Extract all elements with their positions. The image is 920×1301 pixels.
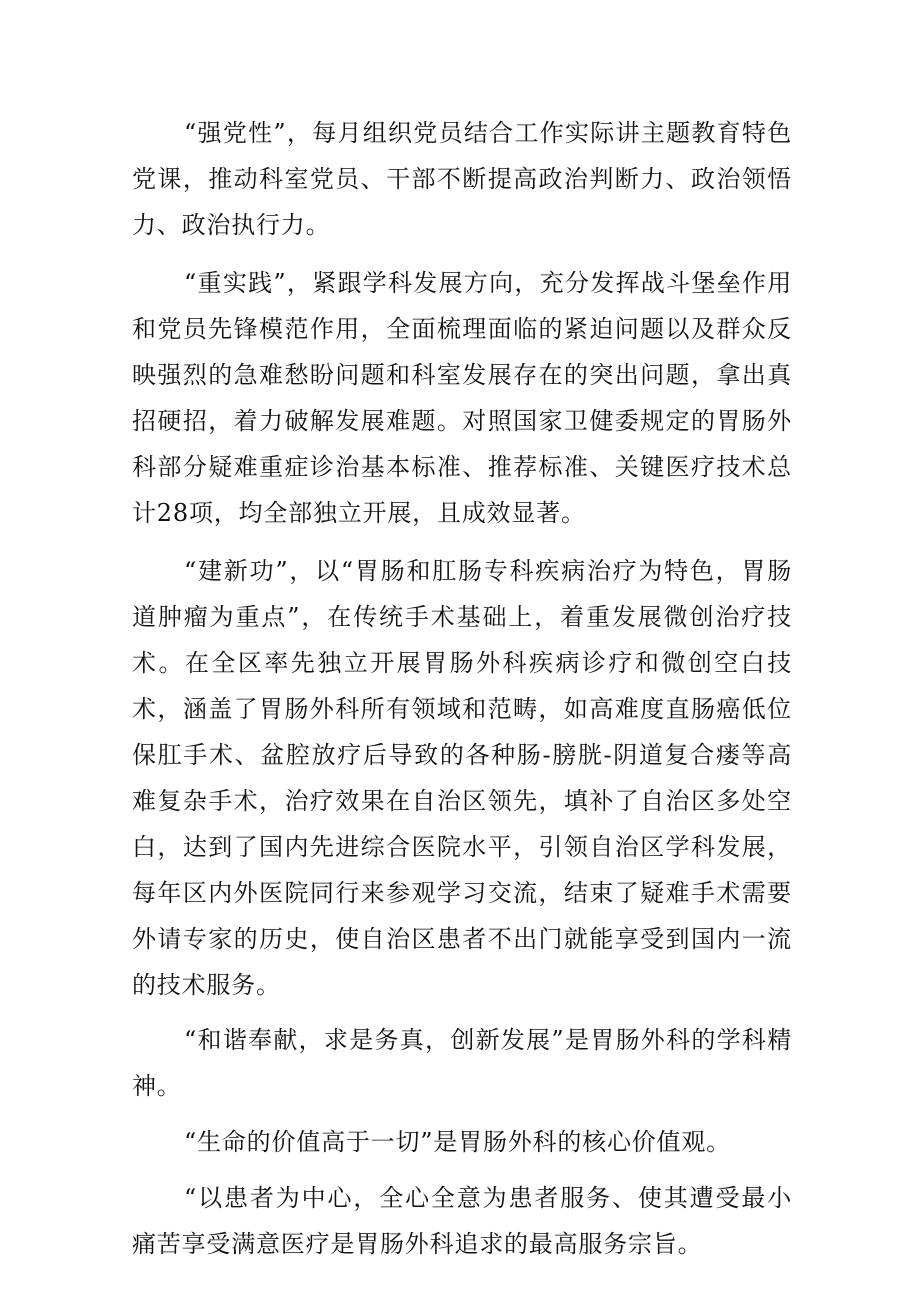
paragraph-focus-practice: “重实践”，紧跟学科发展方向，充分发挥战斗堡垒作用和党员先锋模范作用，全面梳理面临的紧迫问题以及群众反映强烈的急难愁盼问题和科室发展存在的突出问题，拿出真招硬招，着力破解发展难题。对照国家卫健委规定的胃肠外科部分疑难重症诊治基本标准、推荐标准、关键医疗技术总计28项，均全部独立开展，且成效显著。 (132, 269, 792, 527)
paragraph-core-values: “生命的价值高于一切”是胃肠外科的核心价值观。 (184, 1128, 731, 1156)
paragraph-service-purpose: “以患者为中心，全心全意为患者服务、使其遭受最小痛苦享受满意医疗是胃肠外科追求的最高服务宗旨。 (132, 1184, 792, 1258)
paragraph-build-new-merit: “建新功”，以“胃肠和肛肠专科疾病治疗为特色，胃肠道肿瘤为重点”，在传统手术基础上，着重发展微创治疗技术。在全区率先独立开展胃肠外科疾病诊疗和微创空白技术，涵盖了胃肠外科所有领域和范畴，如高难度直肠癌低位保肛手术、盆腔放疗后导致的各种肠-膀胱-阴道复合瘘等高难复杂手术，治疗效果在自治区领先，填补了自治区多处空白，达到了国内先进综合医院水平，引领自治区学科发展，每年区内外医院同行来参观学习交流，结束了疑难手术需要外请专家的历史，使自治区患者不出门就能享受到国内一流的技术服务。 (132, 557, 792, 999)
document-body (132, 110, 792, 1279)
paragraph-discipline-spirit: “和谐奉献，求是务真，创新发展”是胃肠外科的学科精神。 (132, 1026, 792, 1100)
paragraph-strengthen-party: “强党性”，每月组织党员结合工作实际讲主题教育特色党课，推动科室党员、干部不断提高政治判断力、政治领悟力、政治执行力。 (132, 119, 792, 239)
